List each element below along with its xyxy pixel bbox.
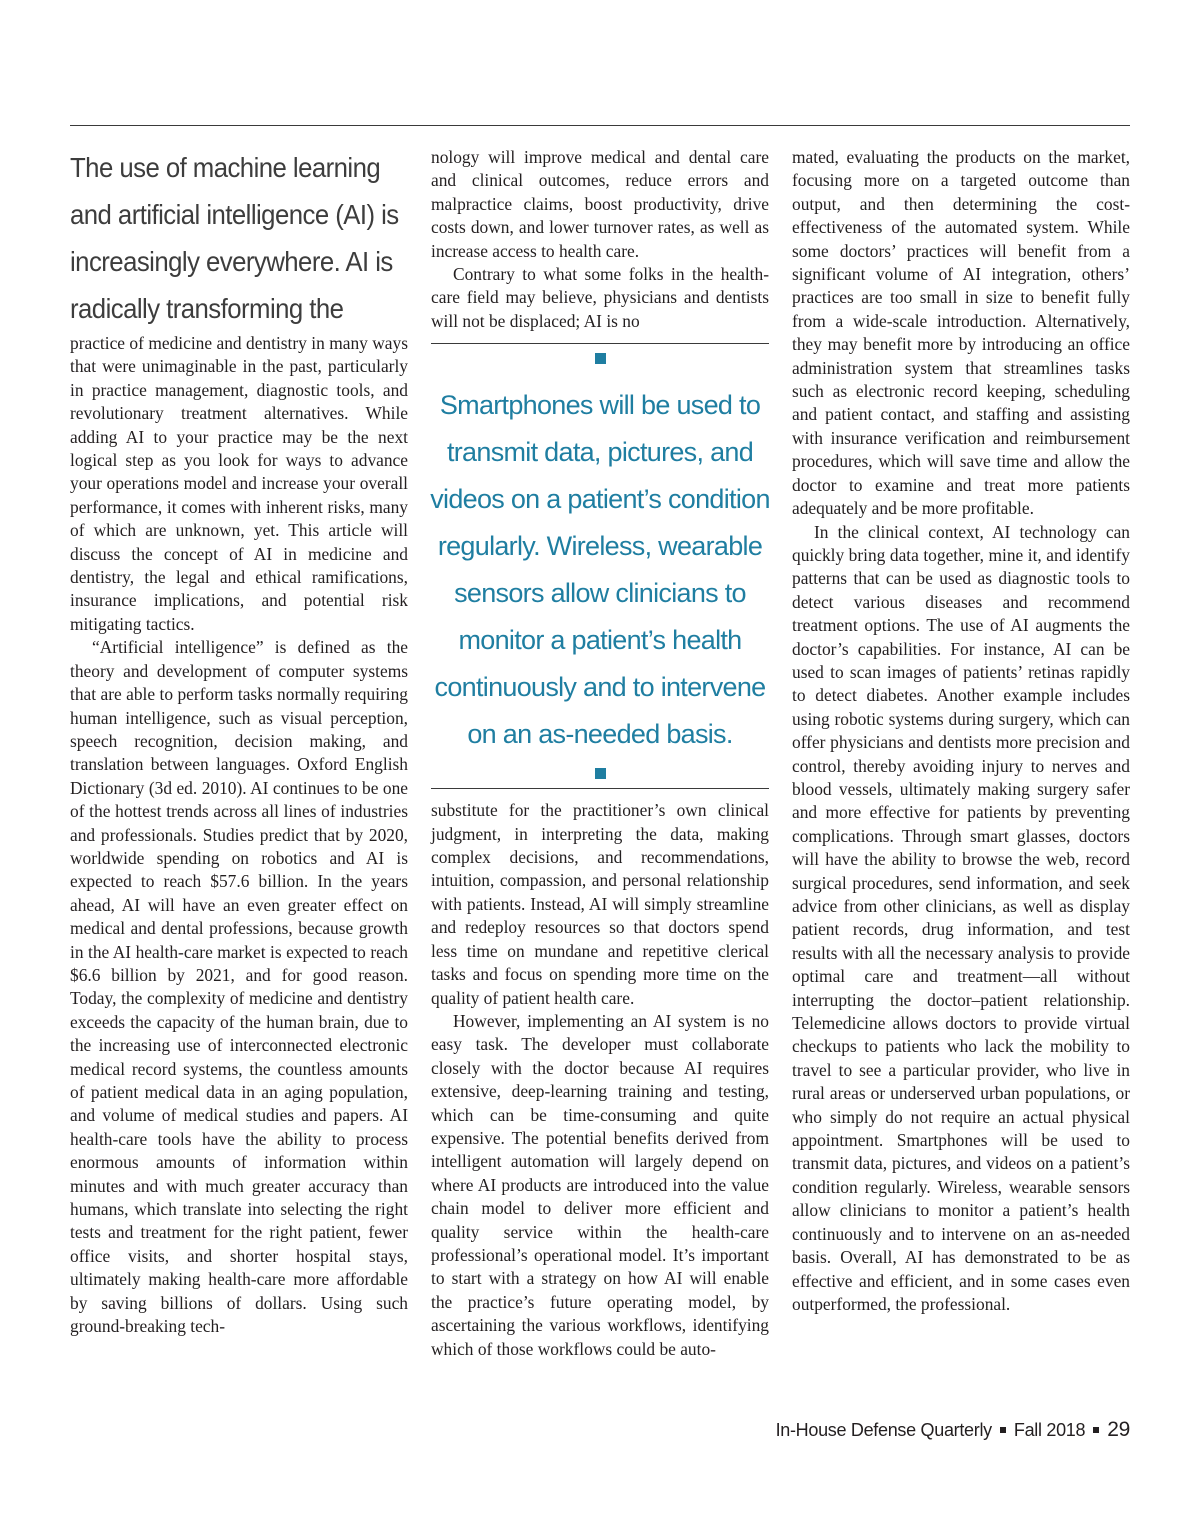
square-bullet-icon [595,768,606,779]
issue-label: Fall 2018 [1013,1419,1086,1440]
page-number: 29 [1107,1418,1130,1441]
page-footer [776,1418,1130,1442]
paragraph: practice of medicine and dentistry in many ways that were unimaginable in the past, particularly in practice management, diagnostic tools, and revolutionary treatment alternatives. While adding AI to your practice may be the next logical step as you look for ways to advance your operations model and increase your overall performance, it comes with inherent risks, many of which are unknown, yet. This article will discuss the concept of AI in medicine and dentistry, the legal and ethical ramifications, insurance implications, and potential risk mitigating tactics. [70,333,408,634]
paragraph: “Artificial intelligence” is defined as the theory and development of computer systems that are able to perform tasks normally requiring human intelligence, such as visual perception, speech recognition, decision making, and translation between languages. Oxford English Dictionary (3d ed. 2010). AI continues to be one of the hottest trends across all lines of industries and professionals. Studies predict that by 2020, worldwide spending on robotics and AI is expected to reach $57.6 billion. In the years ahead, AI will have an even greater effect on medical and dental professions, because growth in the AI health-care market is expected to reach $6.6 billion by 2021, and for good reason. Today, the complexity of medicine and dentistry exceeds the capacity of the human brain, due to the increasing use of interconnected electronic medical record systems, the countless amounts of patient medical data in an aging population, and volume of medical studies and papers. AI health-care tools have the ability to process enormous amounts of information within minutes and with much greater accuracy than humans, which translate into selecting the right tests and treatment for the right patient, fewer office visits, and shorter hospital stays, ultimately making health-care more affordable by saving billions of dollars. Using such ground-breaking tech- [70,637,408,1337]
paragraph: Contrary to what some folks in the health-care field may believe, physicians and dentists will not be displaced; AI is no [431,264,769,331]
paragraph: In the clinical context, AI technology can quickly bring data together, mine it, and identify patterns that can be used as diagnostic tools to detect various diseases and recommend treatment options. The use of AI augments the doctor’s capabilities. For instance, AI can be used to scan images of patients’ retinas rapidly to detect diabetes. Another example includes using robotic systems during surgery, which can offer physicians and dentists more precision and control, thereby avoiding injury to nerves and blood vessels, ultimately making surgery safer and more effective for patients by preventing complications. Through smart glasses, doctors will have the ability to browse the web, record surgical procedures, send information, and seek advice from other clinicians, as well as display patient records, drug information, and test results with all the necessary analysis to provide optimal care and treatment—all without interrupting the doctor–patient relationship. Telemedicine allows doctors to provide virtual checkups to patients who lack the mobility to travel to see a particular provider, who live in rural areas or underserved urban populations, or who simply do not require an actual physical appointment. Smartphones will be used to transmit data, pictures, and videos on a patient’s condition regularly. Wireless, wearable sensors allow clinicians to monitor a patient’s health continuously and to intervene on an as-needed basis. Overall, AI has demonstrated to be as effective and efficient, and in some cases even outperformed, the professional. [792,521,1130,1314]
paragraph: substitute for the practitioner’s own clinical judgment, in interpreting the data, making complex decisions, and recommendations, intuition, compassion, and personal relationship with patients. Instead, AI will simply streamline and redeploy resources so that doctors spend less time on mundane and repetitive clerical tasks and focus on spending more time on the quality of patient health care. [431,800,769,1008]
paragraph: nology will improve medical and dental care and clinical outcomes, reduce errors and malpractice claims, boost productivity, drive costs down, and lower turnover rates, as well as increase access to health care. [431,147,769,261]
column-1 [70,144,408,1338]
pull-quote [431,343,769,789]
intro-lead: The use of machine learning and artificial intelligence (AI) is increasingly everywhere. AI is radically transforming the [70,152,399,324]
column-3 [792,146,1130,1316]
paragraph: mated, evaluating the products on the market, focusing more on a targeted outcome than output, and then determining the cost-effectiveness of the automated system. While some doctors’ practices will benefit from a significant volume of AI integration, others’ practices are too small in size to benefit fully from a wide-scale introduction. Alternatively, they may benefit more by introducing an office administration system that streamlines tasks such as electronic record keeping, scheduling and patient contact, and staffing and assisting with insurance verification and reimbursement procedures, which will save time and allow the doctor to examine and treat more patients adequately and be more profitable. [792,147,1130,519]
publication-name: In-House Defense Quarterly [775,1419,992,1440]
top-rule [70,125,1130,126]
paragraph: However, implementing an AI system is no easy task. The developer must collaborate closely with the doctor because AI requires extensive, deep-learning training and testing, which can be time-consuming and quite expensive. The potential benefits derived from intelligent automation will largely depend on where AI products are introduced into the value chain model to deliver more efficient and quality service within the health-care professional’s operational model. It’s important to start with a strategy on how AI will enable the practice’s future operating model, by ascertaining the various workflows, identifying which of those workflows could be auto- [431,1010,769,1359]
square-separator-icon [1000,1427,1006,1433]
pull-quote-text: Smartphones will be used to transmit data, pictures, and videos on a patient’s condition regularly. Wireless, wearable sensors allow clinicians to monitor a patient’s health continuously and to intervene on an as-needed basis. [430,390,770,750]
square-bullet-icon [595,353,606,364]
square-separator-icon [1093,1427,1099,1433]
column-2 [431,146,769,1361]
